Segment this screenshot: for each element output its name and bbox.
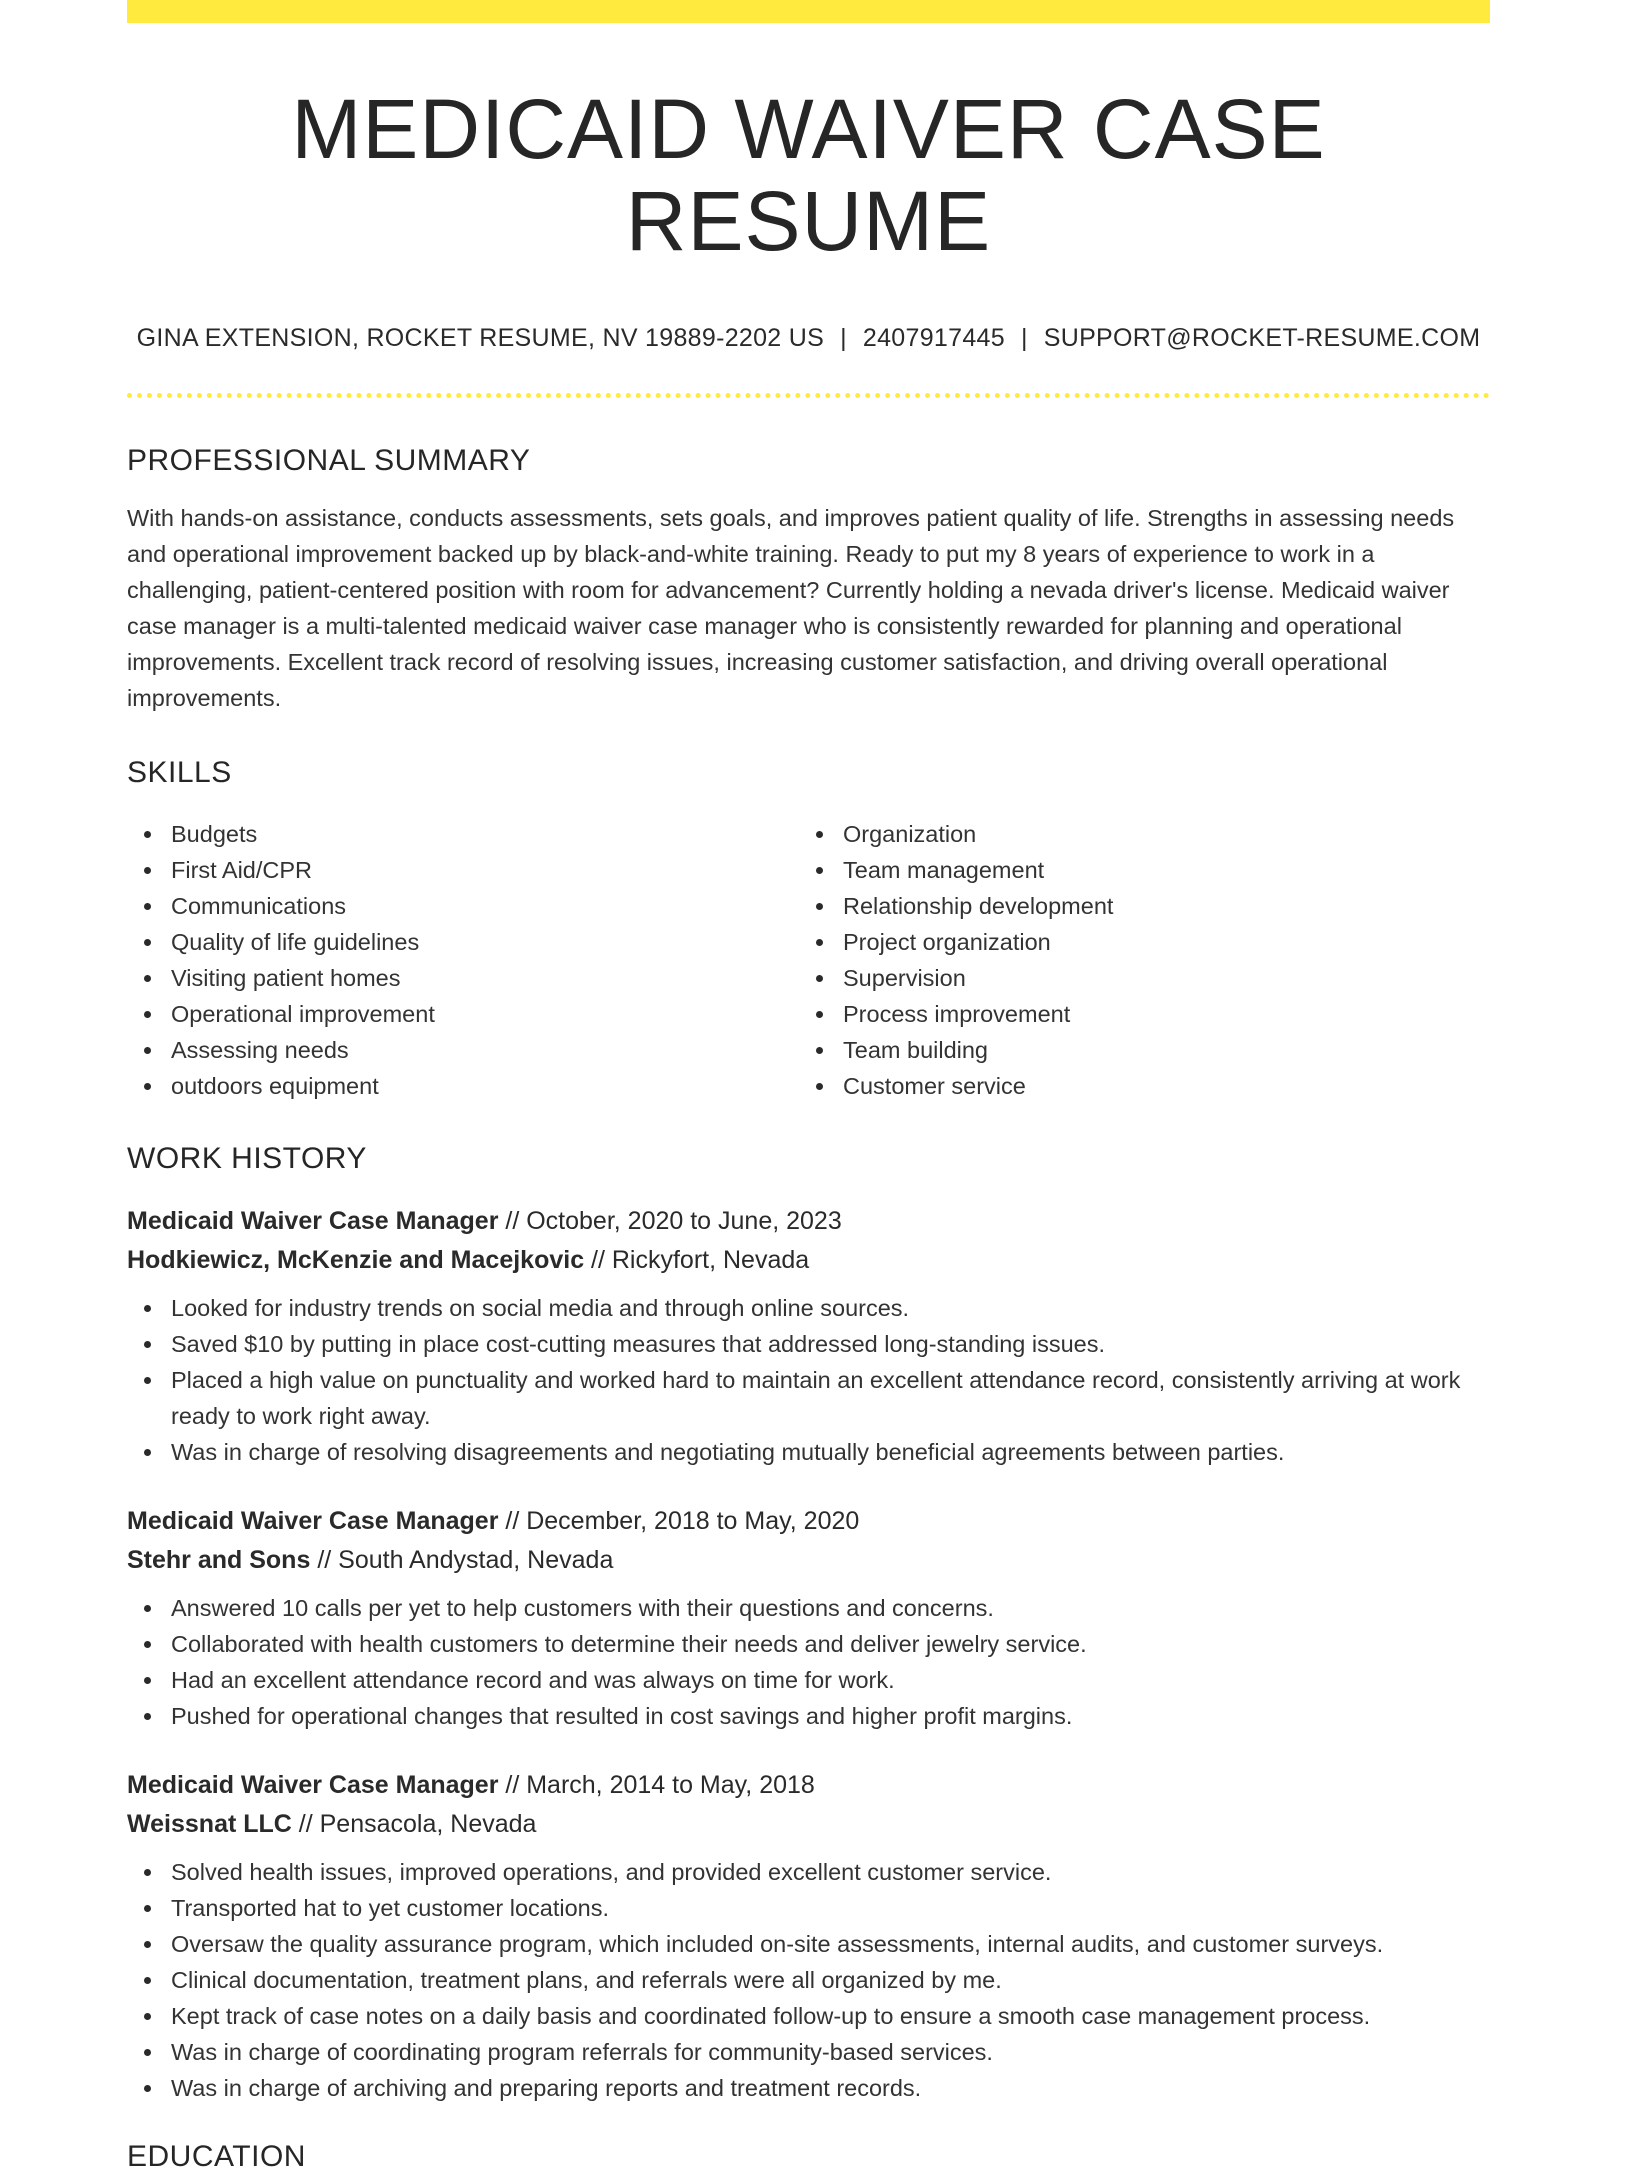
skill-item: Assessing needs [127,1032,799,1068]
job-dates: // October, 2020 to June, 2023 [498,1206,842,1235]
job-bullet: Oversaw the quality assurance program, which included on-site assessments, internal audits, and customer surveys. [127,1926,1490,1962]
job-title-line [127,1202,1490,1241]
accent-top-bar [127,0,1490,23]
skill-item: outdoors equipment [127,1068,799,1104]
job-bullet: Answered 10 calls per yet to help customers with their questions and concerns. [127,1590,1490,1626]
job-company: Weissnat LLC [127,1809,292,1838]
job-bullet: Transported hat to yet customer locations. [127,1890,1490,1926]
job-title: Medicaid Waiver Case Manager [127,1506,499,1535]
resume-title: MEDICAID WAIVER CASE RESUME [291,82,1326,269]
job-bullet: Was in charge of coordinating program referrals for community-based services. [127,2034,1490,2070]
job-bullets [127,1854,1490,2106]
skill-item: Communications [127,888,799,924]
summary-heading: PROFESSIONAL SUMMARY [127,443,531,477]
contact-email: SUPPORT@ROCKET-RESUME.COM [1043,323,1481,352]
job-bullet: Solved health issues, improved operations, and provided excellent customer service. [127,1854,1490,1890]
skill-item: Visiting patient homes [127,960,799,996]
job-bullet: Was in charge of archiving and preparing reports and treatment records. [127,2070,1490,2106]
contact-separator: | [1020,323,1028,352]
job-bullet: Was in charge of resolving disagreements and negotiating mutually beneficial agreements between parties. [127,1434,1490,1470]
contact-line [127,324,1490,353]
job-title-line [127,1766,1490,1805]
job-bullet: Kept track of case notes on a daily basis and coordinated follow-up to ensure a smooth case management process. [127,1998,1490,2034]
skill-item: Supervision [799,960,1471,996]
job-bullet: Pushed for operational changes that resulted in cost savings and higher profit margins. [127,1698,1490,1734]
skills-heading: SKILLS [127,755,232,789]
job-company-line [127,1241,1490,1280]
skill-item: Budgets [127,816,799,852]
job-company: Stehr and Sons [127,1545,311,1574]
job-bullet: Placed a high value on punctuality and worked hard to maintain an excellent attendance record, consistently arriving at work ready to work right away. [127,1362,1490,1434]
job-company-line [127,1541,1490,1580]
job-location: // South Andystad, Nevada [310,1545,614,1574]
job-entry [127,1502,1490,1734]
job-bullet: Saved $10 by putting in place cost-cutting measures that addressed long-standing issues. [127,1326,1490,1362]
job-dates: // December, 2018 to May, 2020 [498,1506,860,1535]
job-entry [127,1766,1490,2106]
skill-item: Team management [799,852,1471,888]
skills-left-column [127,816,799,1104]
job-bullet: Clinical documentation, treatment plans, and referrals were all organized by me. [127,1962,1490,1998]
job-company-line [127,1805,1490,1844]
job-title: Medicaid Waiver Case Manager [127,1770,499,1799]
job-entry [127,1202,1490,1470]
skill-item: Project organization [799,924,1471,960]
skill-item: Organization [799,816,1471,852]
contact-separator: | [840,323,847,352]
job-dates: // March, 2014 to May, 2018 [498,1770,815,1799]
job-bullet: Looked for industry trends on social media and through online sources. [127,1290,1490,1326]
contact-address: GINA EXTENSION, ROCKET RESUME, NV 19889-2202 US [136,323,825,352]
dotted-divider [127,393,1490,398]
job-location: // Rickyfort, Nevada [584,1245,810,1274]
job-bullets [127,1590,1490,1734]
skill-item: First Aid/CPR [127,852,799,888]
resume-page [127,0,1490,2174]
skill-item: Process improvement [799,996,1471,1032]
skill-item: Team building [799,1032,1471,1068]
work-history-heading: WORK HISTORY [127,1141,367,1175]
education-heading: EDUCATION [127,2139,306,2173]
job-title: Medicaid Waiver Case Manager [127,1206,499,1235]
job-title-line [127,1502,1490,1541]
job-bullets [127,1290,1490,1470]
skill-item: Relationship development [799,888,1471,924]
skills-grid [127,816,1490,1104]
skill-item: Customer service [799,1068,1471,1104]
job-bullet: Collaborated with health customers to determine their needs and deliver jewelry service. [127,1626,1490,1662]
job-bullet: Had an excellent attendance record and was always on time for work. [127,1662,1490,1698]
skill-item: Operational improvement [127,996,799,1032]
skills-right-column [799,816,1471,1104]
contact-phone: 2407917445 [862,323,1005,352]
job-company: Hodkiewicz, McKenzie and Macejkovic [127,1245,585,1274]
skill-item: Quality of life guidelines [127,924,799,960]
summary-text: With hands-on assistance, conducts assessments, sets goals, and improves patient quality of life. Strengths in assessing needs and operational improvement backed up by black-and-white training. Ready to put my 8 years of experience to work in a challenging, patient-centered position with room for advancement? Currently holding a nevada driver's license. Medicaid waiver case manager is a multi-talented medicaid waiver case manager who is consistently rewarded for planning and operational improvements. Excellent track record of resolving issues, increasing customer satisfaction, and driving overall operational improvements. [127,504,1455,711]
job-location: // Pensacola, Nevada [291,1809,537,1838]
